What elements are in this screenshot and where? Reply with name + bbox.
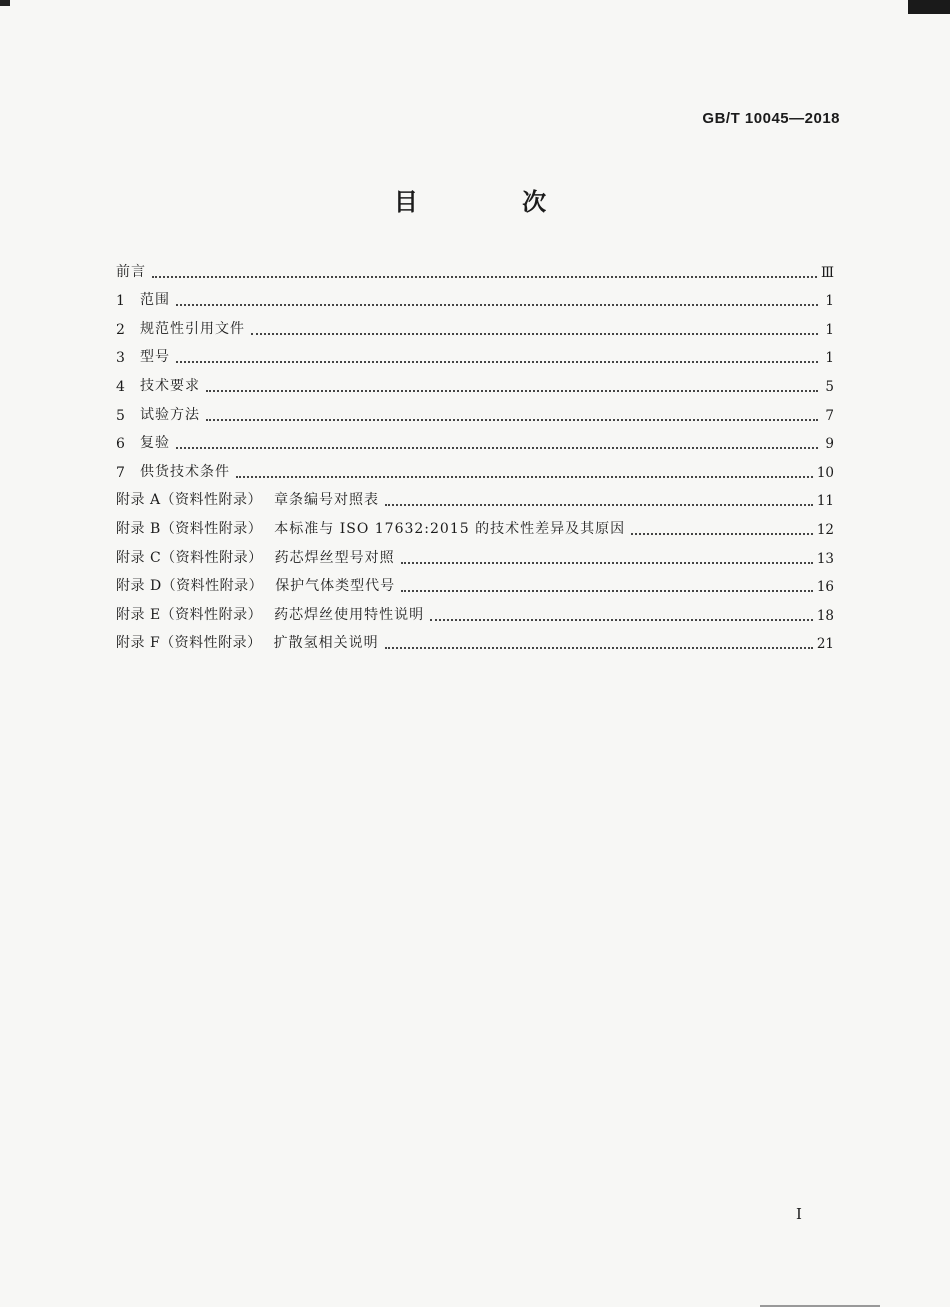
toc-leader-dots xyxy=(206,418,818,421)
toc-entry-title: 型号 xyxy=(140,349,170,366)
toc-leader-dots xyxy=(430,618,813,621)
toc-leader-dots xyxy=(206,389,818,392)
toc-page-number: 11 xyxy=(816,493,834,510)
toc-entry[interactable] xyxy=(116,395,834,424)
toc-entry[interactable] xyxy=(116,452,834,481)
standard-code: GB/T 10045—2018 xyxy=(702,110,840,127)
toc-page-number: 18 xyxy=(816,607,834,624)
toc-annex-label: 附录 D（资料性附录） xyxy=(116,578,264,595)
toc-entry-title: 扩散氢相关说明 xyxy=(273,635,379,652)
toc-entry-title: 前言 xyxy=(116,263,146,280)
toc-entry[interactable] xyxy=(116,509,834,538)
toc-section-number: 6 xyxy=(116,436,125,453)
toc-section-number: 7 xyxy=(116,464,125,481)
toc-entry[interactable] xyxy=(116,595,834,624)
toc-leader-dots xyxy=(152,275,817,278)
toc-section-number: 3 xyxy=(116,350,125,367)
toc-page-number: 1 xyxy=(825,293,834,310)
toc-leader-dots xyxy=(385,646,813,649)
toc-entry[interactable] xyxy=(116,624,834,653)
toc-leader-dots xyxy=(176,303,818,306)
toc-entry[interactable] xyxy=(116,309,834,338)
toc-page-number: 7 xyxy=(825,407,834,424)
toc-leader-dots xyxy=(176,446,818,449)
toc-leader-dots xyxy=(385,503,813,506)
toc-entry[interactable] xyxy=(116,481,834,510)
toc-entry-title: 技术要求 xyxy=(140,377,200,394)
toc-entry-title: 本标准与 ISO 17632:2015 的技术性差异及其原因 xyxy=(274,520,626,537)
toc-annex-label: 附录 C（资料性附录） xyxy=(116,549,263,566)
toc-entry[interactable] xyxy=(116,538,834,567)
toc-entry-title: 药芯焊丝使用特性说明 xyxy=(274,606,425,623)
toc-entry-title: 供货技术条件 xyxy=(140,463,230,480)
toc-leader-dots xyxy=(251,332,818,335)
toc-page-number: 21 xyxy=(816,636,834,653)
toc-entry-title: 保护气体类型代号 xyxy=(275,578,396,595)
toc-annex-label: 附录 E（资料性附录） xyxy=(116,606,263,623)
toc-section-number: 1 xyxy=(116,293,125,310)
toc-leader-dots xyxy=(401,589,813,592)
toc-entry[interactable] xyxy=(116,366,834,395)
toc-leader-dots xyxy=(236,475,813,478)
toc-entry-title: 章条编号对照表 xyxy=(274,492,380,509)
toc-page-number: 1 xyxy=(825,321,834,338)
toc-entry[interactable] xyxy=(116,281,834,310)
toc-entry-title: 规范性引用文件 xyxy=(140,320,245,337)
scan-artifact xyxy=(908,0,950,14)
toc-entry-title: 药芯焊丝型号对照 xyxy=(274,549,395,566)
toc-title: 目 次 xyxy=(393,188,595,216)
toc-entry[interactable] xyxy=(116,424,834,453)
toc-leader-dots xyxy=(176,360,818,363)
scan-artifact xyxy=(0,0,10,6)
toc-leader-dots xyxy=(401,561,813,564)
toc-leader-dots xyxy=(631,532,813,535)
toc-page-number: 12 xyxy=(816,521,834,538)
toc-section-number: 4 xyxy=(116,378,125,395)
toc-page-number: 5 xyxy=(825,378,834,395)
toc-annex-label: 附录 F（资料性附录） xyxy=(116,635,262,652)
toc-page-number: 10 xyxy=(816,464,834,481)
toc-page-number: Ⅲ xyxy=(820,264,834,281)
toc-section-number: 2 xyxy=(116,321,125,338)
toc-page-number: 9 xyxy=(825,436,834,453)
page-number: I xyxy=(796,1205,802,1223)
toc-section-number: 5 xyxy=(116,407,125,424)
toc-annex-label: 附录 A（资料性附录） xyxy=(116,492,263,509)
toc-page-number: 13 xyxy=(816,550,834,567)
toc-entry-title: 复验 xyxy=(140,435,170,452)
toc-entry[interactable] xyxy=(116,252,834,281)
toc-annex-label: 附录 B（资料性附录） xyxy=(116,520,263,537)
toc-entry[interactable] xyxy=(116,567,834,596)
table-of-contents xyxy=(116,252,834,652)
toc-page-number: 1 xyxy=(825,350,834,367)
toc-entry[interactable] xyxy=(116,338,834,367)
toc-page-number: 16 xyxy=(816,579,834,596)
toc-entry-title: 试验方法 xyxy=(140,406,200,423)
toc-entry-title: 范围 xyxy=(140,292,170,309)
